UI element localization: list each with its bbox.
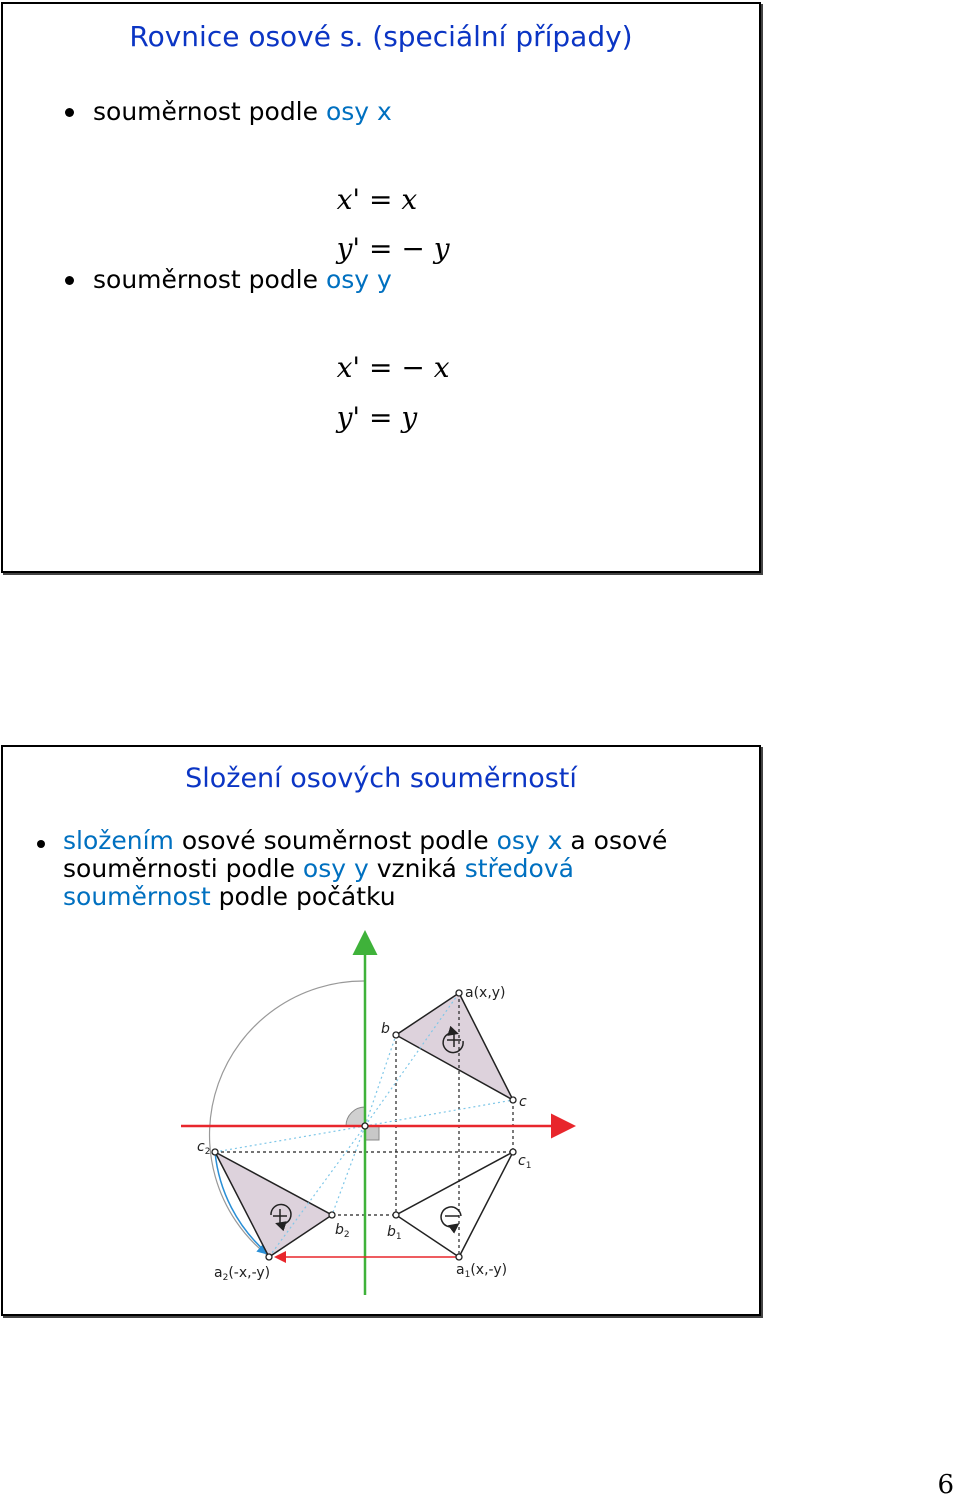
vertex-b1	[393, 1212, 399, 1218]
orientation-minus-icon	[441, 1207, 461, 1227]
vertex-b	[393, 1032, 399, 1038]
vertex-a2	[266, 1254, 272, 1260]
vertex-c2	[212, 1149, 218, 1155]
eq-lhs: x'	[336, 351, 361, 384]
bullet-text: souměrnost podle	[93, 97, 326, 126]
slide-title: Složení osových souměrností	[185, 763, 577, 794]
eq-op: = −	[360, 232, 434, 265]
term-x-axis: osy x	[496, 826, 563, 855]
vertex-c	[510, 1097, 516, 1103]
text: vzniká	[368, 854, 465, 883]
text: osové souměrnost podle	[173, 826, 497, 855]
label-c1: $c_1$	[518, 1153, 532, 1171]
eq-lhs: x'	[336, 183, 361, 216]
triangle-reflected-x	[396, 1152, 513, 1257]
equation-y-prime	[301, 368, 417, 467]
origin	[362, 1123, 368, 1129]
bullet-symmetry-y-axis	[93, 265, 392, 294]
eq-rhs: x	[401, 183, 418, 216]
vertex-a	[456, 990, 462, 996]
eq-op: =	[360, 401, 402, 434]
term-symmetry: souměrnost	[63, 882, 211, 911]
eq-rhs: y	[401, 401, 418, 434]
eq-op: = −	[360, 351, 434, 384]
composition-diagram	[1, 745, 761, 1316]
label-a1: $a_1(x,-y)$	[456, 1262, 508, 1280]
bullet-highlight: osy y	[325, 265, 392, 294]
bullet-text: souměrnost podle	[93, 265, 326, 294]
label-b: b	[381, 1021, 390, 1037]
page-number: 6	[937, 1470, 954, 1500]
eq-lhs: y'	[336, 401, 361, 434]
eq-rhs: x	[433, 351, 450, 384]
term-central: středová	[464, 854, 574, 883]
label-a2: $a_2(-x,-y)$	[214, 1265, 271, 1283]
vertex-b2	[329, 1212, 335, 1218]
text: a osové	[562, 826, 668, 855]
bullet-highlight: osy x	[325, 97, 392, 126]
eq-lhs: y'	[336, 232, 361, 265]
label-b2: $b_2$	[335, 1222, 350, 1240]
slide-special-cases	[1, 2, 761, 573]
text: podle počátku	[210, 882, 396, 911]
text: souměrnosti podle	[63, 854, 303, 883]
bullet-marker	[65, 276, 74, 285]
slide-composition	[1, 745, 761, 1316]
slide-title: Rovnice osové s. (speciální případy)	[129, 20, 633, 53]
triangle-reflected-origin	[215, 1152, 332, 1257]
angle-marker	[346, 1107, 365, 1126]
term-composition: složením	[63, 826, 174, 855]
label-b1: $b_1$	[387, 1224, 402, 1242]
eq-op: =	[360, 183, 402, 216]
bullet-marker	[65, 108, 74, 117]
term-y-axis: osy y	[302, 854, 369, 883]
vertex-a1	[456, 1254, 462, 1260]
bullet-symmetry-x-axis	[93, 97, 392, 126]
label-a: a(x,y)	[465, 985, 506, 1001]
vertex-c1	[510, 1149, 516, 1155]
label-c2: $c_2$	[197, 1139, 211, 1157]
label-c: c	[519, 1094, 527, 1110]
eq-rhs: y	[433, 232, 450, 265]
